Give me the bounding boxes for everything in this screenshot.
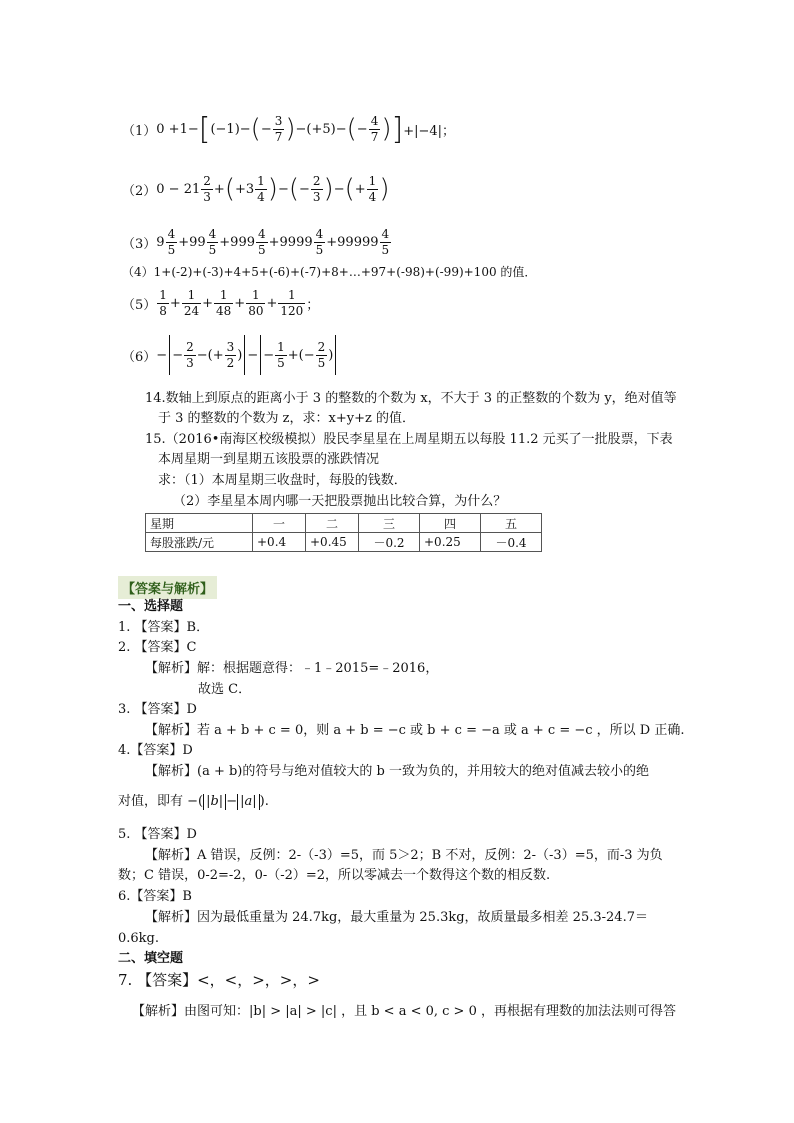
table-cell: +0.4 bbox=[253, 533, 306, 552]
fraction: $\frac{1}{5}$ bbox=[277, 339, 285, 370]
analysis-4-line2: 对值，即有 −( |b| − |a| ). bbox=[118, 794, 269, 809]
analysis-5-line1: 【解析】A 错误，反例：2-（-3）=5，而 5＞2；B 不对，反例：2-（-3）=5，而-3 为负 bbox=[145, 848, 663, 863]
section-fill: 二、填空题 bbox=[118, 951, 184, 966]
fraction: $\frac{1}{80}$ bbox=[248, 287, 264, 318]
analysis-5-line2: 数；C 错误，0-2=-2，0-（-2）=2，所以零减去一个数得这个数的相反数. bbox=[118, 868, 551, 883]
abs-bar-icon bbox=[169, 335, 170, 375]
left-paren-icon: ( bbox=[344, 174, 355, 204]
problem-3: （3） 9 $\frac{4}{5}$ +99 $\frac{4}{5}$ +999 $\frac{4}{5}$ +9999 $\frac{4}{5}$ +99999 $\frac{4}{5}$ bbox=[122, 226, 390, 257]
fraction: $\frac{4}{5}$ bbox=[315, 226, 324, 257]
fraction: $\frac{4}{5}$ bbox=[258, 226, 266, 257]
answer-6: 6.【答案】B bbox=[118, 889, 192, 904]
answer-7: 7. 【答案】<，<，>，>，> bbox=[118, 971, 320, 989]
right-bracket-icon: ] bbox=[391, 111, 404, 147]
analysis-4-line1: 【解析】(a + b)的符号与绝对值较大的 b 一致为负的，并用较大的绝对值减去较小的绝 bbox=[145, 764, 649, 779]
answer-2: 2. 【答案】C bbox=[118, 640, 197, 655]
right-paren-icon: ) bbox=[285, 114, 296, 144]
problem-1: （1） 0 +1− [ (−1)− ( − $\frac{3}{7}$ ) −(+5)− ( − $\frac{4}{7}$ ) ] +|−4|； bbox=[122, 111, 456, 147]
problem-4: （4）1+(-2)+(-3)+4+5+(-6)+(-7)+8+…+97+(-98)+(-99)+100 的值． bbox=[122, 265, 537, 279]
problem-number: （3） bbox=[122, 236, 157, 252]
left-bracket-icon: [ bbox=[198, 111, 211, 147]
table-cell: 每股涨跌/元 bbox=[146, 533, 253, 552]
problem-15-line1: 15.（2016•南海区校级模拟）股民李星星在上周星期五以每股 11.2 元买了一批股票，下表 bbox=[145, 432, 673, 447]
fraction: $\frac{3}{7}$ bbox=[274, 113, 283, 144]
table-header-row bbox=[146, 514, 542, 533]
fraction: $\frac{1}{24}$ bbox=[183, 287, 200, 318]
abs-a: |a| bbox=[237, 794, 260, 810]
fraction: $\frac{2}{3}$ bbox=[203, 173, 211, 204]
problem-number: （6） bbox=[122, 349, 157, 365]
stock-table bbox=[145, 513, 542, 552]
abs-bar-icon bbox=[260, 335, 261, 375]
table-cell: +0.25 bbox=[420, 533, 481, 552]
section-choice: 一、选择题 bbox=[118, 599, 184, 614]
left-paren-icon: ( bbox=[224, 174, 235, 204]
problem-14-line1: 14.数轴上到原点的距离小于 3 的整数的个数为 x，不大于 3 的正整数的个数为 y，绝对值等 bbox=[145, 391, 677, 406]
fraction: $\frac{1}{4}$ bbox=[257, 173, 265, 204]
analysis-2-line2: 故选 C． bbox=[198, 682, 252, 697]
fraction: $\frac{4}{5}$ bbox=[381, 226, 390, 257]
abs-b: |b| bbox=[203, 794, 226, 810]
fraction: $\frac{2}{3}$ bbox=[186, 339, 194, 370]
problem-14-line2: 于 3 的整数的个数为 z，求：x+y+z 的值． bbox=[158, 411, 415, 426]
fraction: $\frac{4}{7}$ bbox=[370, 113, 379, 144]
answer-section-header: 【答案与解析】 bbox=[118, 576, 217, 599]
analysis-6-line2: 0.6kg. bbox=[118, 931, 160, 946]
abs-bar-icon bbox=[244, 335, 245, 375]
table-cell: －0.2 bbox=[359, 533, 420, 552]
right-paren-icon: ) bbox=[267, 174, 278, 204]
problem-number: （1） bbox=[122, 123, 157, 139]
left-paren-icon: ( bbox=[346, 114, 357, 144]
answer-3: 3. 【答案】D bbox=[118, 702, 197, 717]
fraction: $\frac{2}{3}$ bbox=[312, 173, 321, 204]
left-paren-icon: ( bbox=[250, 114, 261, 144]
problem-6: （6） − − $\frac{2}{3}$ −(+ $\frac{3}{2}$ ) − − $\frac{1}{5}$ +(− $\frac{2}{5}$ ) bbox=[122, 334, 338, 376]
problem-15-line4: （2）李星星本周内哪一天把股票抛出比较合算，为什么？ bbox=[173, 494, 507, 509]
right-paren-icon: ) bbox=[323, 174, 334, 204]
problem-15-line3: 求：（1）本周星期三收盘时，每股的钱数． bbox=[158, 473, 407, 488]
right-paren-icon: ) bbox=[381, 114, 392, 144]
answer-5: 5. 【答案】D bbox=[118, 827, 197, 842]
fraction: $\frac{3}{2}$ bbox=[226, 339, 235, 370]
fraction: $\frac{4}{5}$ bbox=[167, 226, 176, 257]
fraction: $\frac{1}{8}$ bbox=[159, 287, 167, 318]
analysis-7: 【解析】由图可知：|b| > |a| > |c| ，且 b < a < 0, c > 0 ，再根据有理数的加法法则可得答 bbox=[132, 1004, 676, 1019]
table-cell: +0.45 bbox=[306, 533, 359, 552]
fraction: $\frac{4}{5}$ bbox=[208, 226, 217, 257]
analysis-3: 【解析】若 a + b + c = 0，则 a + b = −c 或 b + c = −a 或 a + c = −c ，所以 D 正确. bbox=[145, 723, 685, 738]
table-cell: 五 bbox=[481, 514, 542, 533]
table-cell: 三 bbox=[359, 514, 420, 533]
table-cell: 星期 bbox=[146, 514, 253, 533]
fraction: $\frac{1}{4}$ bbox=[368, 173, 377, 204]
table-cell: 四 bbox=[420, 514, 481, 533]
answer-1: 1. 【答案】B． bbox=[118, 620, 210, 635]
left-paren-icon: ( bbox=[288, 174, 299, 204]
table-cell: －0.4 bbox=[481, 533, 542, 552]
abs-bar-icon bbox=[335, 335, 336, 375]
problem-2: （2） 0 − 21 $\frac{2}{3}$ + ( +3 $\frac{1}{4}$ ) − ( − $\frac{2}{3}$ ) − ( + $\frac{1}{4}$ ) bbox=[122, 173, 390, 204]
fraction: $\frac{2}{5}$ bbox=[317, 339, 326, 370]
analysis-2-line1: 【解析】解：根据题意得：﹣1﹣2015=﹣2016， bbox=[145, 661, 439, 676]
problem-15-line2: 本周星期一到星期五该股票的涨跌情况 bbox=[158, 452, 380, 467]
table-cell: 一 bbox=[253, 514, 306, 533]
table-cell: 二 bbox=[306, 514, 359, 533]
answer-4: 4.【答案】D bbox=[118, 743, 193, 758]
fraction: $\frac{1}{120}$ bbox=[280, 287, 304, 318]
fraction: $\frac{1}{48}$ bbox=[216, 287, 232, 318]
problem-number: （2） bbox=[122, 183, 157, 199]
problem-number: （5） bbox=[122, 297, 157, 313]
analysis-6-line1: 【解析】因为最低重量为 24.7kg，最大重量为 25.3kg，故质量最多相差 25.3-24.7＝ bbox=[145, 910, 648, 925]
table-row bbox=[146, 533, 542, 552]
right-paren-icon: ) bbox=[379, 174, 390, 204]
problem-5: （5） $\frac{1}{8}$ + $\frac{1}{24}$ + $\frac{1}{48}$ + $\frac{1}{80}$ + $\frac{1}{120}$ ； bbox=[122, 287, 320, 318]
